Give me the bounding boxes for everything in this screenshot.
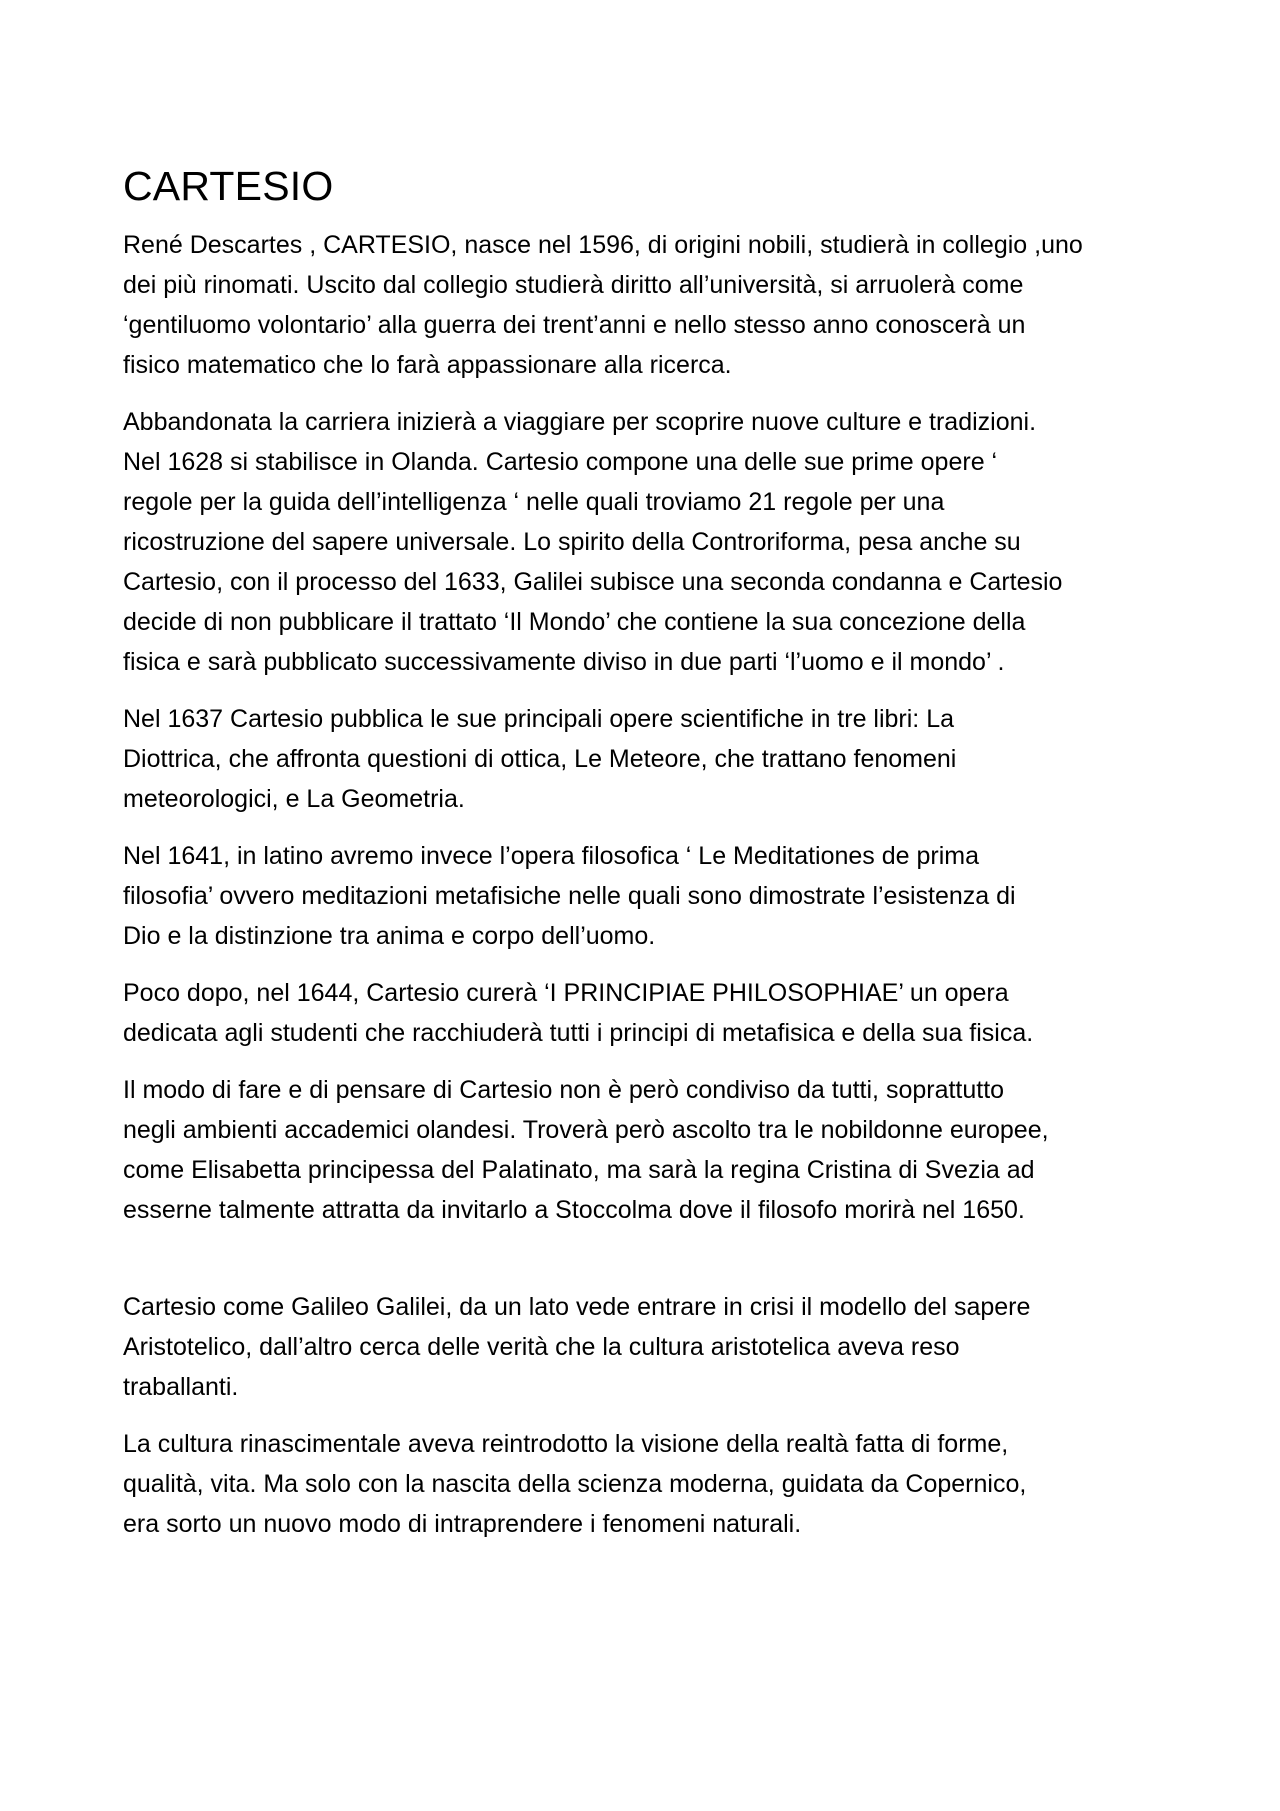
document-body	[123, 158, 1173, 1561]
paragraph-line: Nel 1628 si stabilisce in Olanda. Cartesio compone una delle sue prime opere ‘	[123, 448, 998, 476]
paragraph-line: René Descartes , CARTESIO, nasce nel 1596, di origini nobili, studierà in collegio ,uno	[123, 231, 1083, 259]
paragraph-principia	[123, 973, 1173, 1053]
paragraph-line: Diottrica, che affronta questioni di ottica, Le Meteore, che trattano fenomeni	[123, 745, 957, 773]
paragraph-line: dei più rinomati. Uscito dal collegio studierà diritto all’università, si arruolerà come	[123, 271, 1024, 299]
paragraph-line: era sorto un nuovo modo di intraprendere i fenomeni naturali.	[123, 1510, 802, 1538]
paragraph-1637-works	[123, 699, 1173, 819]
paragraph-line: La cultura rinascimentale aveva reintrodotto la visione della realtà fatta di forme,	[123, 1430, 1009, 1458]
paragraph-line: ricostruzione del sapere universale. Lo spirito della Controriforma, pesa anche su	[123, 528, 1021, 556]
paragraph-line: meteorologici, e La Geometria.	[123, 785, 465, 813]
paragraph-meditationes	[123, 836, 1173, 956]
paragraph-biography	[123, 225, 1173, 385]
paragraph-line: filosofia’ ovvero meditazioni metafisiche nelle quali sono dimostrate l’esistenza di	[123, 882, 1016, 910]
paragraph-line: Dio e la distinzione tra anima e corpo dell’uomo.	[123, 922, 656, 950]
paragraph-line: Nel 1641, in latino avremo invece l’opera filosofica ‘ Le Meditationes de prima	[123, 842, 980, 870]
paragraph-line: traballanti.	[123, 1373, 239, 1401]
paragraph-line: dedicata agli studenti che racchiuderà tutti i principi di metafisica e della sua fisica.	[123, 1019, 1034, 1047]
paragraph-line: Poco dopo, nel 1644, Cartesio curerà ‘I PRINCIPIAE PHILOSOPHIAE’ un opera	[123, 979, 1009, 1007]
paragraph-line: fisica e sarà pubblicato successivamente diviso in due parti ‘l’uomo e il mondo’ .	[123, 648, 1005, 676]
paragraph-line: Cartesio come Galileo Galilei, da un lato vede entrare in crisi il modello del sapere	[123, 1293, 1031, 1321]
document-title: CARTESIO	[123, 163, 334, 209]
paragraph-renaissance	[123, 1424, 1173, 1544]
paragraph-line: esserne talmente attratta da invitarlo a Stoccolma dove il filosofo morirà nel 1650.	[123, 1196, 1025, 1224]
blank-line	[123, 1247, 1173, 1287]
paragraph-line: Nel 1637 Cartesio pubblica le sue principali opere scientifiche in tre libri: La	[123, 705, 955, 733]
paragraph-line: regole per la guida dell’intelligenza ‘ nelle quali troviamo 21 regole per una	[123, 488, 945, 516]
paragraph-line: qualità, vita. Ma solo con la nascita della scienza moderna, guidata da Copernico,	[123, 1470, 1027, 1498]
paragraph-line: Cartesio, con il processo del 1633, Galilei subisce una seconda condanna e Cartesio	[123, 568, 1063, 596]
paragraph-galileo	[123, 1287, 1173, 1407]
paragraph-line: Aristotelico, dall’altro cerca delle verità che la cultura aristotelica aveva reso	[123, 1333, 960, 1361]
paragraph-reception	[123, 1070, 1173, 1230]
paragraph-line: Il modo di fare e di pensare di Cartesio non è però condiviso da tutti, soprattutto	[123, 1076, 1005, 1104]
paragraph-line: come Elisabetta principessa del Palatinato, ma sarà la regina Cristina di Svezia ad	[123, 1156, 1035, 1184]
paragraph-line: fisico matematico che lo farà appassionare alla ricerca.	[123, 351, 732, 379]
paragraph-line: negli ambienti accademici olandesi. Troverà però ascolto tra le nobildonne europee,	[123, 1116, 1049, 1144]
paragraph-line: decide di non pubblicare il trattato ‘Il Mondo’ che contiene la sua concezione della	[123, 608, 1026, 636]
paragraph-line: ‘gentiluomo volontario’ alla guerra dei trent’anni e nello stesso anno conoscerà un	[123, 311, 1026, 339]
paragraph-travels	[123, 402, 1173, 682]
paragraph-line: Abbandonata la carriera inizierà a viaggiare per scoprire nuove culture e tradizioni.	[123, 408, 1037, 436]
